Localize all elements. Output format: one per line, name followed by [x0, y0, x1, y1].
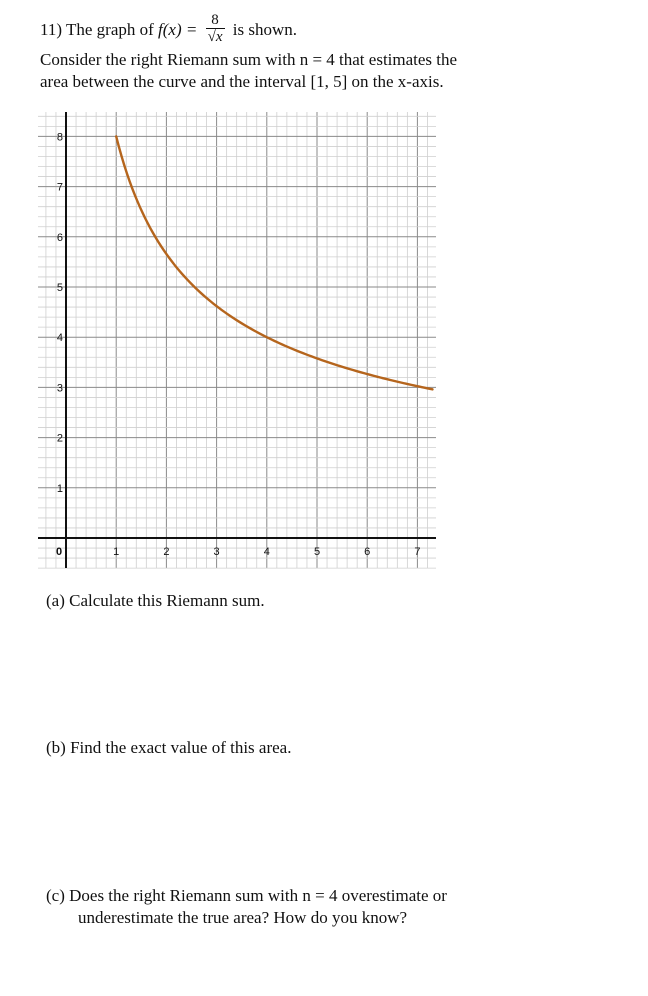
y-tick-label: 6	[56, 231, 63, 244]
intro-before: The graph of	[65, 19, 154, 39]
question-a: (a) Calculate this Riemann sum.	[46, 591, 265, 610]
y-tick-label: 8	[56, 131, 63, 144]
y-tick-label: 5	[56, 282, 63, 294]
y-tick-label: 1	[56, 482, 63, 495]
x-tick-label: 2	[163, 546, 170, 558]
problem-line-3: area between the curve and the interval [1, 5] on the x-axis.	[40, 72, 444, 91]
y-tick-label: 4	[56, 332, 63, 345]
x-tick-label: 0	[55, 546, 63, 558]
function-lhs: f(x) =	[158, 19, 198, 39]
problem-number: 11)	[40, 19, 63, 39]
problem-line-2: Consider the right Riemann sum with n = 4 that estimates the	[40, 50, 458, 69]
x-tick-label: 1	[113, 546, 120, 558]
x-tick-label: 4	[263, 546, 270, 558]
x-tick-label: 3	[213, 546, 220, 558]
y-tick-label: 2	[56, 432, 63, 445]
x-tick-label: 5	[313, 546, 321, 558]
question-c-line-1: (c) Does the right Riemann sum with n = 4 overestimate or	[46, 886, 447, 905]
intro-after: is shown.	[232, 19, 297, 39]
x-tick-label: 6	[364, 546, 371, 558]
fraction-denominator: √x	[207, 29, 223, 45]
y-tick-label: 7	[56, 181, 63, 194]
y-tick-label: 3	[56, 382, 63, 395]
fraction-numerator: 8	[211, 12, 219, 28]
question-c-line-2: underestimate the true area? How do you know?	[78, 908, 408, 927]
x-tick-label: 7	[414, 546, 421, 558]
function-curve	[116, 136, 432, 389]
question-b: (b) Find the exact value of this area.	[46, 738, 292, 757]
